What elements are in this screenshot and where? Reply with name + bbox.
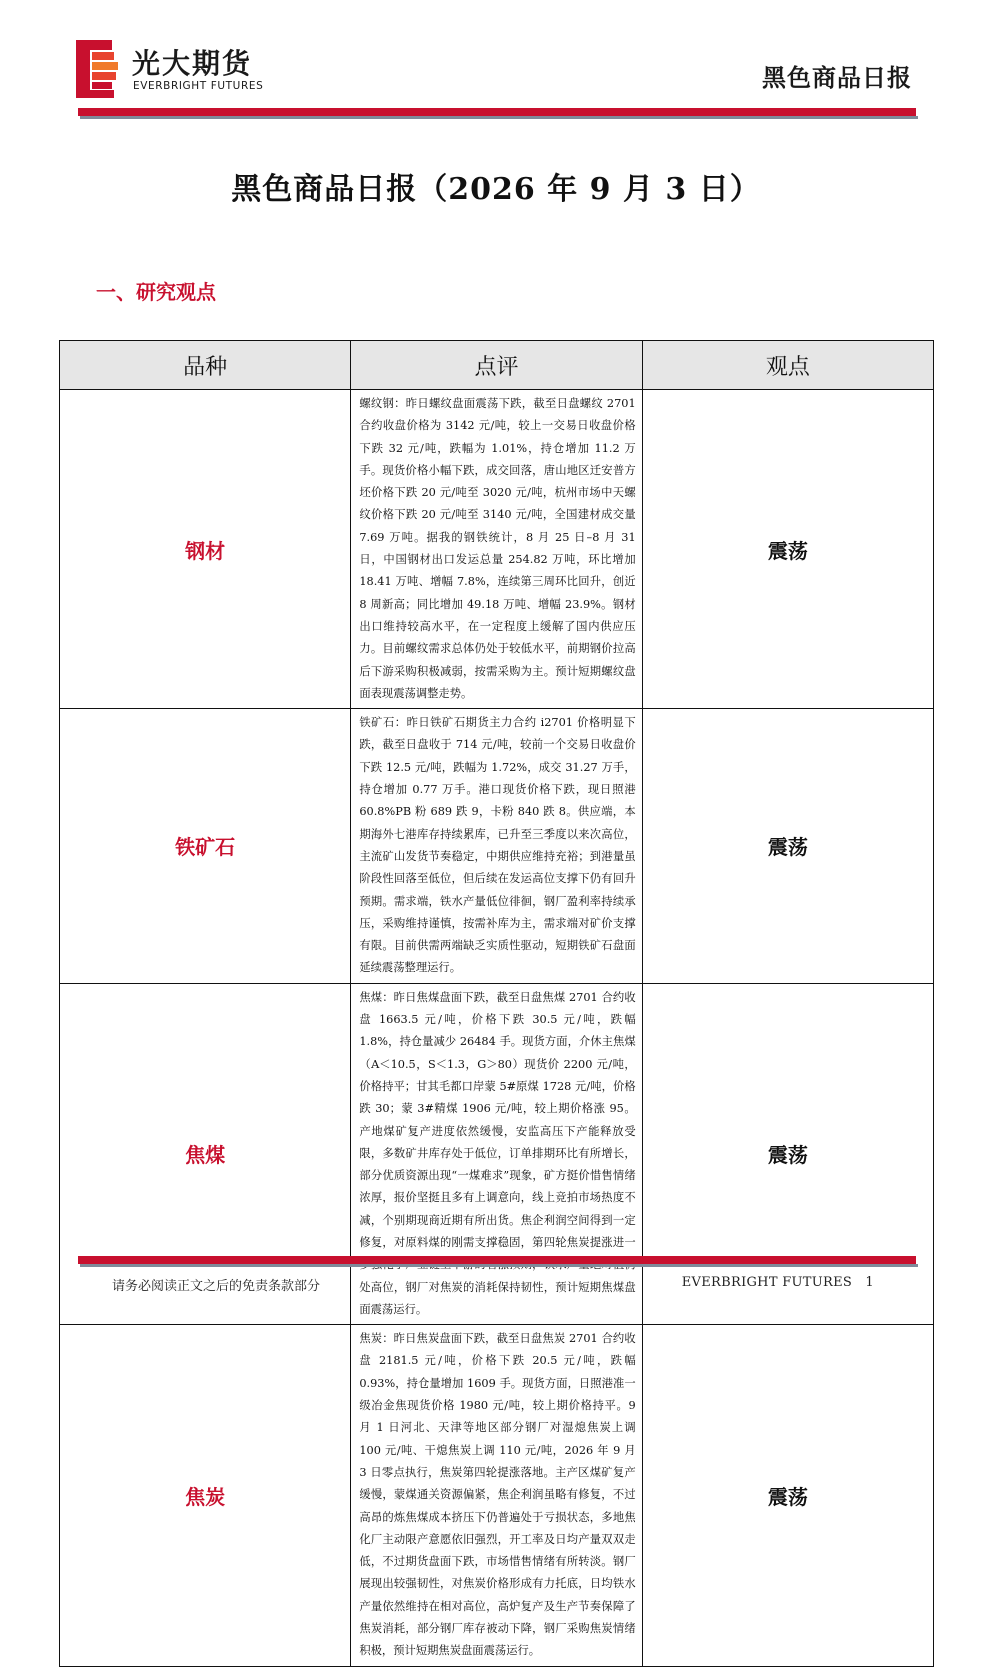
table-row xyxy=(60,1325,934,1666)
footer-brand: EVERBRIGHT FUTURES xyxy=(681,1275,853,1290)
brand-name-en: EVERBRIGHT FUTURES xyxy=(133,80,264,92)
footer-rule-shadow xyxy=(80,1264,918,1267)
comment-cell: 焦炭：昨日焦炭盘面下跌，截至日盘焦炭 2701 合约收盘 2181.5 元/吨，价格下跌 20.5 元/吨，跌幅 0.93%，持仓量增加 1609 手。现货方面，日照港准一级冶金焦现货价格 1980 元/吨，较上期价格持平。9 月 1 日河北、天津等地区部分钢厂对湿熄焦炭上调 100 元/吨、干熄焦炭上调 110 元/吨，2026 年 9 月 3 日零点执行，焦炭第四轮提涨落地。主产区煤矿复产缓慢，蒙煤通关资源偏紧，焦企利润虽略有修复，不过高昂的炼焦煤成本挤压下仍普遍处于亏损状态，多地焦化厂主动限产意愿依旧强烈，开工率及日均产量双双走低，不过期货盘面下跌，市场惜售情绪有所转淡。钢厂展现出较强韧性，对焦炭价格形成有力托底，日均铁水产量依然维持在相对高位，高炉复产及生产节奏保障了焦炭消耗，部分钢厂库存被动下降，钢厂采购焦炭情绪积极，预计短期焦炭盘面震荡运行。 xyxy=(351,1325,642,1666)
view-cell: 震荡 xyxy=(642,983,933,1324)
header-comment: 点评 xyxy=(351,341,642,390)
table-row xyxy=(60,983,934,1324)
company-logo xyxy=(76,40,296,100)
page-number: 1 xyxy=(865,1275,874,1290)
research-view-table xyxy=(59,340,934,1667)
header-rule xyxy=(78,108,916,116)
section-heading: 一、研究观点 xyxy=(96,280,216,304)
category-cell: 焦煤 xyxy=(60,983,351,1324)
view-cell: 震荡 xyxy=(642,1325,933,1666)
everbright-logo-icon xyxy=(76,40,120,98)
category-cell: 焦炭 xyxy=(60,1325,351,1666)
brand-name-cn: 光大期货 xyxy=(132,47,253,80)
footer-rule xyxy=(78,1256,916,1264)
header-rule-shadow xyxy=(80,116,918,119)
header-category: 品种 xyxy=(60,341,351,390)
disclaimer-note: 请务必阅读正文之后的免责条款部分 xyxy=(112,1279,321,1294)
table-header-row xyxy=(60,341,934,390)
view-cell: 震荡 xyxy=(642,709,933,984)
comment-cell: 焦煤：昨日焦煤盘面下跌，截至日盘焦煤 2701 合约收盘 1663.5 元/吨，价格下跌 30.5 元/吨，跌幅 1.8%，持仓量减少 26484 手。现货方面，介休主焦煤（A＜10.5，S＜1.3，G＞80）现货价 2200 元/吨，价格持平；甘其毛都口岸蒙 5#原煤 1728 元/吨，价格跌 30；蒙 3#精煤 1906 元/吨，较上期价格涨 95。产地煤矿复产进度依然缓慢，安监高压下产能释放受限，多数矿井库存处于低位，订单排期环比有所增长，部分优质资源出现“一煤难求”现象，矿方挺价惜售情绪浓厚，报价坚挺且多有上调意向，线上竞拍市场热度不减，个别期现商近期有所出货。焦企利润空间得到一定修复，对原料煤的刚需支撑稳固，第四轮焦炭提涨进一 处高位，钢厂对焦炭的消耗保持韧性，预计短期焦煤盘面震荡运行。 xyxy=(351,983,642,1324)
table-row xyxy=(60,390,934,709)
category-cell: 钢材 xyxy=(60,390,351,709)
category-cell: 铁矿石 xyxy=(60,709,351,984)
view-cell: 震荡 xyxy=(642,390,933,709)
comment-cell: 铁矿石：昨日铁矿石期货主力合约 i2701 价格明显下跌，截至日盘收于 714 元/吨，较前一个交易日收盘价下跌 12.5 元/吨，跌幅为 1.72%，成交 31.27 万手，持仓增加 0.77 万手。港口现货价格下跌，现日照港 60.8%PB 粉 689 跌 9，卡粉 840 跌 8。供应端，本期海外七港库存持续累库，已升至三季度以来次高位，主流矿山发货节奏稳定，中期供应维持充裕；到港量虽阶段性回落至低位，但后续在发运高位支撑下仍有回升预期。需求端，铁水产量低位徘徊，钢厂盈利率持续承压，采购维持谨慎，按需补库为主，需求端对矿价支撑有限。目前供需两端缺乏实质性驱动，短期铁矿石盘面延续震荡整理运行。 xyxy=(351,709,642,984)
header-view: 观点 xyxy=(642,341,933,390)
document-title: 黑色商品日报（2026 年 9 月 3 日） xyxy=(231,172,761,207)
comment-cell: 螺纹钢：昨日螺纹盘面震荡下跌，截至日盘螺纹 2701 合约收盘价格为 3142 元/吨，较上一交易日收盘价格下跌 32 元/吨，跌幅为 1.01%，持仓增加 11.2 万手。现货价格小幅下跌，成交回落，唐山地区迁安普方坯价格下跌 20 元/吨至 3020 元/吨，杭州市场中天螺纹价格下跌 20 元/吨至 3140 元/吨，全国建材成交量 7.69 万吨。据我的钢铁统计，8 月 25 日–8 月 31 日，中国钢材出口发运总量 254.82 万吨，环比增加 18.41 万吨、增幅 7.8%，连续第三周环比回升，创近 8 周新高；同比增加 49.18 万吨、增幅 23.9%。钢材出口维持较高水平，在一定程度上缓解了国内供应压力。目前螺纹需求总体仍处于较低水平，前期钢价拉高后下游采购积极减弱，按需采购为主。预计短期螺纹盘面表现震荡调整走势。 xyxy=(351,390,642,709)
table-row xyxy=(60,709,934,984)
footer-brand-page xyxy=(682,1275,874,1290)
report-name: 黑色商品日报 xyxy=(762,64,912,92)
